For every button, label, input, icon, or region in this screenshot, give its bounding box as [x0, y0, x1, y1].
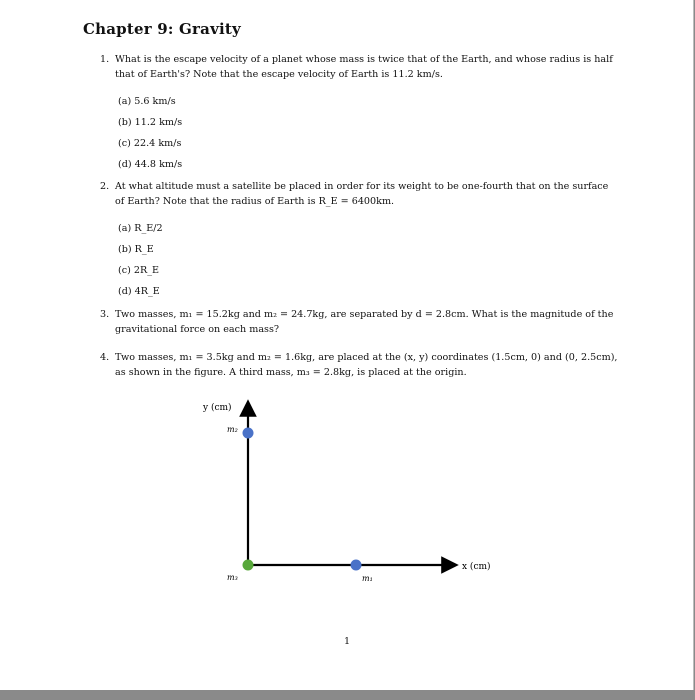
question-text: Two masses, m₁ = 3.5kg and m₂ = 1.6kg, are placed at the (x, y) coordinates (1.5cm, 0) and (0, 2.5cm), as shown in the figure. A third mass, m₃ = 2.8kg, is placed at the origin. [115, 352, 618, 378]
viewer-bottom-bar [0, 690, 695, 700]
option-c: (c) 2R_E [118, 265, 160, 276]
question-number: 2. [100, 181, 110, 192]
x-axis-label: x (cm) [462, 562, 491, 572]
option-d: (d) 4R_E [118, 286, 160, 297]
option-b: (b) 11.2 km/s [118, 117, 183, 128]
mass-origin-marker [243, 560, 254, 571]
mass-top-marker [243, 428, 254, 439]
option-a: (a) R_E/2 [118, 223, 163, 234]
question-text: At what altitude must a satellite be placed in order for its weight to be one-fourth that on the surface of Earth? Note that the radius of Earth is R_E = 6400km. [115, 181, 609, 207]
question-number: 1. [100, 54, 110, 65]
page-title: Chapter 9: Gravity [83, 20, 241, 38]
question-number: 3. [100, 309, 110, 320]
question-text: What is the escape velocity of a planet whose mass is twice that of the Earth, and whose radius is half that of Earth's? Note that the escape velocity of Earth is 11.2 km/s. [115, 54, 613, 80]
mass-top-label: m₂ [227, 425, 238, 434]
y-axis-label: y (cm) [203, 403, 232, 413]
mass-right-marker [351, 560, 362, 571]
question-text: Two masses, m₁ = 15.2kg and m₂ = 24.7kg, are separated by d = 2.8cm. What is the magnitude of the gravitational force on each mass? [115, 309, 614, 335]
option-c: (c) 22.4 km/s [118, 138, 182, 149]
question-number: 4. [100, 352, 110, 363]
mass-origin-label: m₃ [227, 573, 238, 582]
page-number: 1 [344, 636, 351, 647]
option-d: (d) 44.8 km/s [118, 159, 183, 170]
mass-right-label: m₁ [362, 574, 373, 583]
option-a: (a) 5.6 km/s [118, 96, 176, 107]
option-b: (b) R_E [118, 244, 154, 255]
